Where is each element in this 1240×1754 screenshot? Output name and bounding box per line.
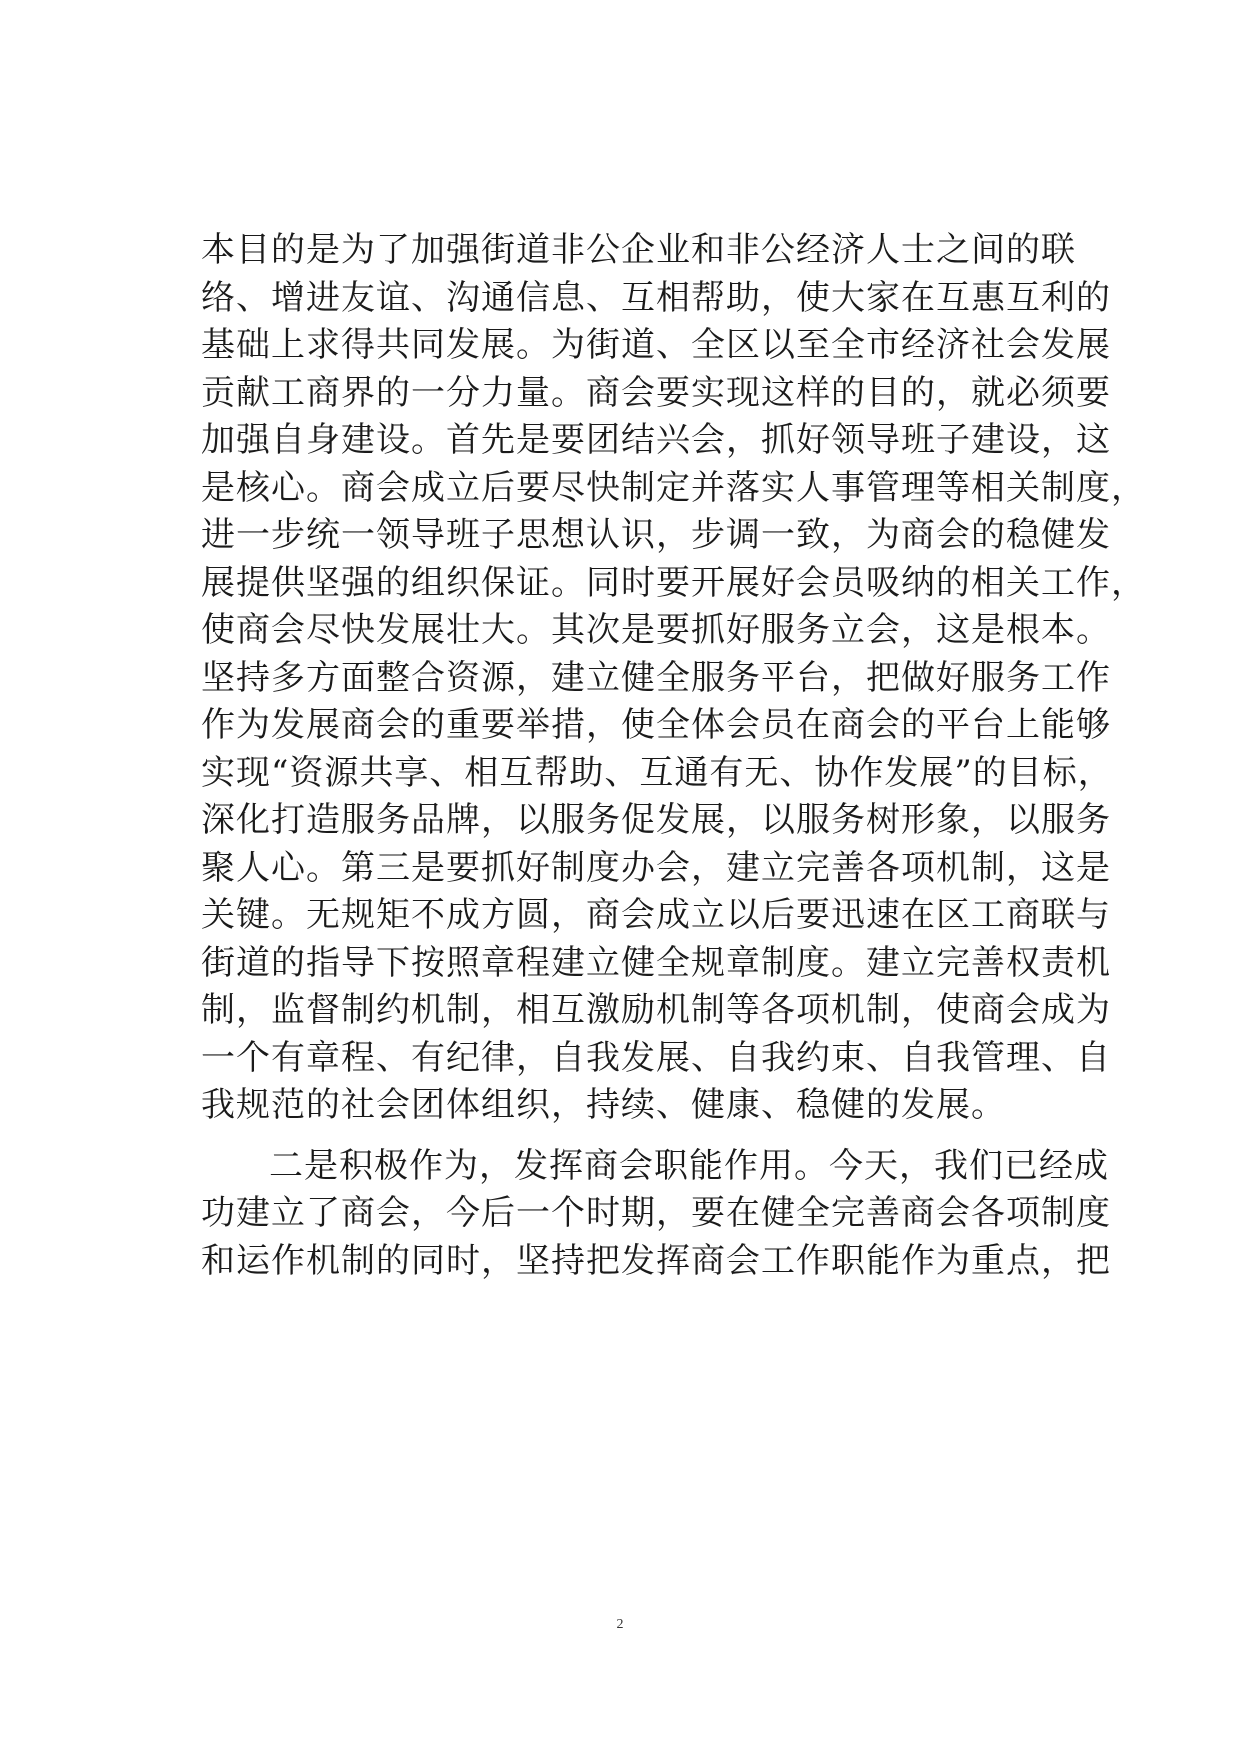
text-line: 和运作机制的同时，坚持把发挥商会工作职能作为重点，把 — [201, 1240, 1111, 1281]
page-number: 2 — [616, 1617, 624, 1632]
text-line: 使商会尽快发展壮大。其次是要抓好服务立会，这是根本。 — [201, 610, 1111, 650]
text-line: 作为发展商会的重要举措，使全体会员在商会的平台上能够 — [201, 705, 1111, 745]
text-line: 络、增进友谊、沟通信息、互相帮助，使大家在互惠互利的 — [201, 277, 1111, 318]
text-line: 实现“资源共享、相互帮助、互通有无、协作发展”的目标， — [201, 752, 1113, 793]
text-line: 关键。无规矩不成方圆，商会成立以后要迅速在区工商联与 — [201, 895, 1111, 935]
body-text — [201, 227, 1146, 1285]
text-line: 展提供坚强的组织保证。同时要开展好会员吸纳的相关工作， — [201, 562, 1146, 603]
text-line: 一个有章程、有纪律，自我发展、自我约束、自我管理、自 — [201, 1037, 1111, 1078]
text-line: 二是积极作为，发挥商会职能作用。今天，我们已经成 — [269, 1145, 1109, 1186]
text-line: 深化打造服务品牌，以服务促发展，以服务树形象，以服务 — [201, 800, 1111, 840]
text-line: 基础上求得共同发展。为街道、全区以至全市经济社会发展 — [201, 325, 1111, 365]
paragraph-spacing — [201, 1130, 1061, 1143]
text-line: 街道的指导下按照章程建立健全规章制度。建立完善权责机 — [201, 942, 1111, 983]
text-line: 我规范的社会团体组织，持续、健康、稳健的发展。 — [201, 1085, 1006, 1125]
text-line: 是核心。商会成立后要尽快制定并落实人事管理等相关制度， — [201, 467, 1146, 508]
paragraph-2 — [201, 1143, 1111, 1286]
text-line: 坚持多方面整合资源，建立健全服务平台，把做好服务工作 — [201, 657, 1111, 698]
text-line: 功建立了商会，今后一个时期，要在健全完善商会各项制度 — [201, 1193, 1111, 1233]
text-line: 加强自身建设。首先是要团结兴会，抓好领导班子建设，这 — [201, 420, 1111, 460]
text-line: 贡献工商界的一分力量。商会要实现这样的目的，就必须要 — [201, 372, 1111, 413]
text-line: 进一步统一领导班子思想认识，步调一致，为商会的稳健发 — [201, 515, 1111, 555]
text-line: 制，监督制约机制，相互激励机制等各项机制，使商会成为 — [201, 990, 1111, 1030]
text-line: 聚人心。第三是要抓好制度办会，建立完善各项机制，这是 — [201, 847, 1111, 888]
text-line: 本目的是为了加强街道非公企业和非公经济人士之间的联 — [201, 230, 1076, 270]
paragraph-1 — [201, 227, 1146, 1130]
